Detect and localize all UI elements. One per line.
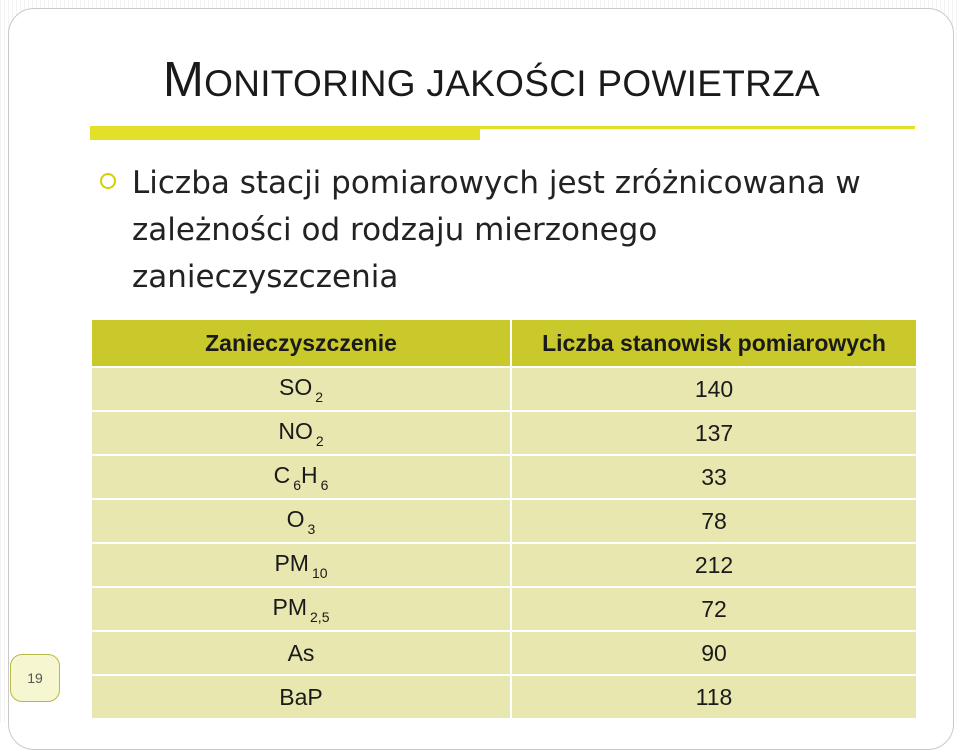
title-rest: ONITORING JAKOŚCI POWIETRZA (204, 63, 821, 104)
pollutant-name: SO (278, 373, 313, 400)
pollutant-cell (91, 367, 511, 411)
table-row (91, 587, 917, 631)
bullet-text: Liczba stacji pomiarowych jest zróżnicowana w zależności od rodzaju mierzonego zanieczyszczenia (132, 165, 861, 295)
pollutant-cell (91, 631, 511, 675)
pollutant-subscript: 2 (315, 388, 324, 405)
slide-title (163, 52, 820, 108)
bullet-point (100, 160, 920, 301)
pollutant-name: PM (272, 593, 308, 620)
pollutant-subscript: 3 (307, 520, 316, 537)
pollutant-subscript-part2: 6 (320, 476, 329, 493)
station-count-cell: 140 (511, 367, 917, 411)
underline-thick-bar (90, 126, 480, 140)
title-underline (90, 126, 915, 140)
circle-bullet-icon (100, 173, 116, 189)
station-count-cell: 33 (511, 455, 917, 499)
column-header-pollutant: Zanieczyszczenie (91, 319, 511, 367)
station-count-cell: 78 (511, 499, 917, 543)
pollutant-subscript: 6 (293, 476, 301, 493)
station-count-cell: 137 (511, 411, 917, 455)
pollutant-name: BaP (279, 683, 323, 710)
station-count-cell: 72 (511, 587, 917, 631)
station-count-cell: 212 (511, 543, 917, 587)
pollutant-subscript: 10 (311, 564, 328, 581)
pollutant-name: As (287, 639, 315, 666)
pollutant-stations-table (90, 318, 918, 720)
pollutant-cell (91, 499, 511, 543)
pollutant-cell (91, 675, 511, 719)
column-header-count: Liczba stanowisk pomiarowych (511, 319, 917, 367)
underline-thin-bar (480, 126, 915, 129)
pollutant-cell (91, 411, 511, 455)
table-row (91, 631, 917, 675)
pollutant-cell (91, 587, 511, 631)
page-number: 19 (10, 654, 60, 702)
title-initial: M (163, 53, 205, 107)
pollutant-name: PM (274, 549, 309, 576)
pollutant-name: NO (278, 417, 313, 444)
pollutant-subscript: 2,5 (310, 608, 330, 625)
pollutant-name: O (286, 505, 305, 532)
pollutant-name: C (273, 461, 291, 488)
table-row (91, 675, 917, 719)
pollutant-cell (91, 455, 511, 499)
table-row (91, 455, 917, 499)
station-count-cell: 118 (511, 675, 917, 719)
pollutant-subscript: 2 (315, 432, 324, 449)
pollutant-cell (91, 543, 511, 587)
pollutant-name-part2: H (301, 461, 318, 488)
table-row (91, 411, 917, 455)
table-row (91, 499, 917, 543)
table-row (91, 543, 917, 587)
station-count-cell: 90 (511, 631, 917, 675)
table-header-row (91, 319, 917, 367)
table-row (91, 367, 917, 411)
